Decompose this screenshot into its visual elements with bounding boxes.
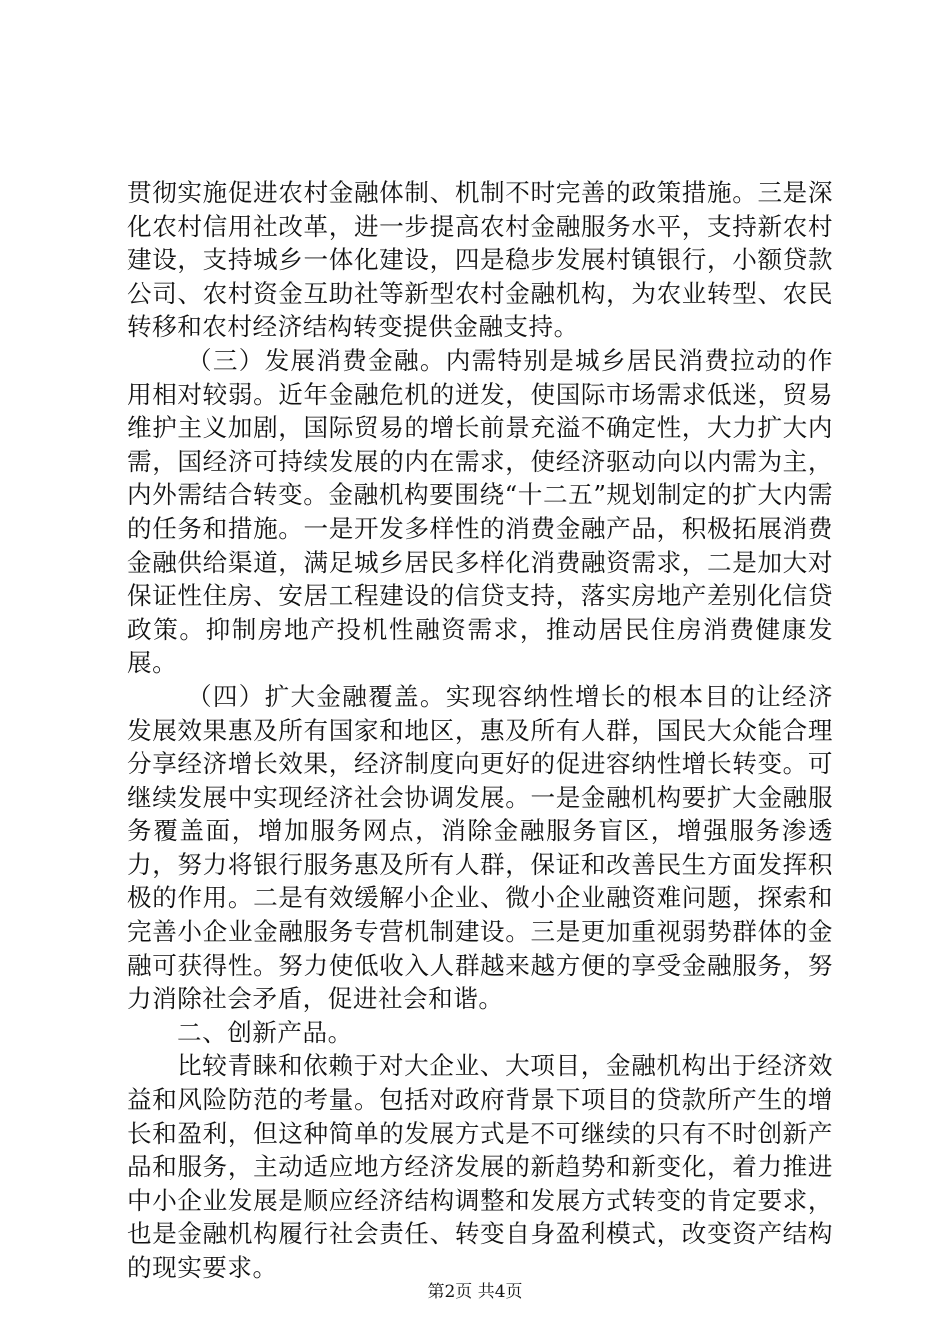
page-footer: 第2页 共4页 xyxy=(427,1282,523,1302)
paragraph-rural-finance-continuation: 贯彻实施促进农村金融体制、机制不时完善的政策措施。三是深化农村信用社改革，进一步提高农村金融服务水平，支持新农村建设，支持城乡一体化建设，四是稳步发展村镇银行，小额贷款公司、农村资金互助社等新型农村金融机构，为农业转型、农民转移和农村经济结构转变提供金融支持。 xyxy=(127,178,833,342)
paragraph-consumer-finance: （三）发展消费金融。内需特别是城乡居民消费拉动的作用相对较弱。近年金融危机的迸发，使国际市场需求低迷，贸易维护主义加剧，国际贸易的增长前景充溢不确定性，大力扩大内需，国经济可持续发展的内在需求，使经济驱动向以内需为主，内外需结合转变。金融机构要围绕“十二五”规划制定的扩大内需的任务和措施。一是开发多样性的消费金融产品，积极拓展消费金融供给渠道，满足城乡居民多样化消费融资需求，二是加大对保证性住房、安居工程建设的信贷支持，落实房地产差别化信贷政策。抑制房地产投机性融资需求，推动居民住房消费健康发展。 xyxy=(127,345,833,678)
section-heading-innovation: 二、创新产品。 xyxy=(177,1017,353,1047)
paragraph-product-innovation: 比较青睐和依赖于对大企业、大项目，金融机构出于经济效益和风险防范的考量。包括对政府背景下项目的贷款所产生的增长和盈利，但这种简单的发展方式是不可继续的只有不时创新产品和服务，主动适应地方经济发展的新趋势和新变化，着力推进中小企业发展是顺应经济结构调整和发展方式转变的肯定要求，也是金融机构履行社会责任、转变自身盈利模式，改变资产结构的现实要求。 xyxy=(127,1051,833,1282)
document-body xyxy=(127,176,833,1285)
paragraph-financial-coverage: （四）扩大金融覆盖。实现容纳性增长的根本目的让经济发展效果惠及所有国家和地区，惠及所有人群，国民大众能合理分享经济增长效果，经济制度向更好的促进容纳性增长转变。可继续发展中实现经济社会协调发展。一是金融机构要扩大金融服务覆盖面，增加服务网点，消除金融服务盲区，增强服务渗透力，努力将银行服务惠及所有人群，保证和改善民生方面发挥积极的作用。二是有效缓解小企业、微小企业融资难问题，探索和完善小企业金融服务专营机制建设。三是更加重视弱势群体的金融可获得性。努力使低收入人群越来越方便的享受金融服务，努力消除社会矛盾，促进社会和谐。 xyxy=(127,681,833,1014)
